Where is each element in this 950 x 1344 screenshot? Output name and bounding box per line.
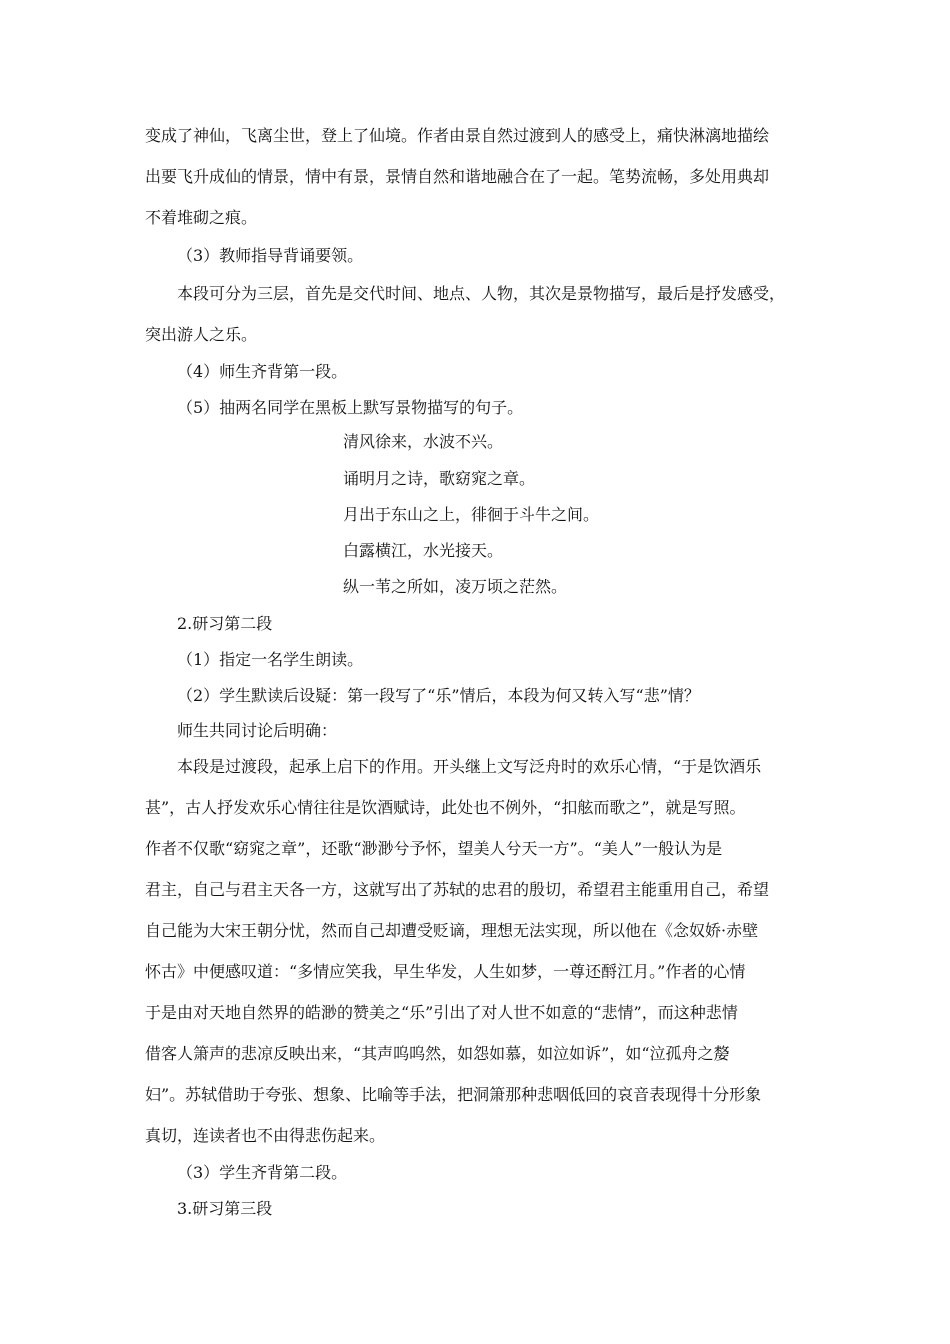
paragraph-line: 突出游人之乐。 bbox=[145, 325, 258, 344]
paragraph-line: 作者不仅歌“窈窕之章”，还歌“渺渺兮予怀，望美人兮天一方”。“美人”一般认为是 bbox=[145, 839, 723, 858]
quote-line: 清风徐来，水波不兴。 bbox=[343, 432, 504, 451]
paragraph-line: 本段是过渡段，起承上启下的作用。开头继上文写泛舟时的欢乐心情，“于是饮酒乐 bbox=[177, 757, 762, 776]
paragraph-line: 怀古》中便感叹道：“多情应笑我，早生华发，人生如梦，一尊还酹江月。”作者的心情 bbox=[145, 962, 746, 981]
list-item: （5）抽两名同学在黑板上默写景物描写的句子。 bbox=[177, 398, 524, 417]
paragraph-line: 本段可分为三层，首先是交代时间、地点、人物，其次是景物描写，最后是抒发感受， bbox=[177, 284, 786, 303]
paragraph-line: 自己能为大宋王朝分忧，然而自己却遭受贬谪，理想无法实现，所以他在《念奴娇·赤壁 bbox=[145, 921, 759, 940]
quote-line: 诵明月之诗，歌窈窕之章。 bbox=[343, 469, 536, 488]
paragraph-line: 出要飞升成仙的情景，情中有景，景情自然和谐地融合在了一起。笔势流畅，多处用典却 bbox=[145, 167, 770, 186]
list-item: （3）学生齐背第二段。 bbox=[177, 1163, 348, 1182]
paragraph-line: 妇”。苏轼借助于夸张、想象、比喻等手法，把洞箫那种悲咽低回的哀音表现得十分形象 bbox=[145, 1085, 762, 1104]
paragraph-line: 真切，连读者也不由得悲伤起来。 bbox=[145, 1126, 386, 1145]
list-item: （2）学生默读后设疑：第一段写了“乐”情后，本段为何又转入写“悲”情？ bbox=[177, 686, 700, 705]
paragraph-line: 借客人箫声的悲凉反映出来，“其声呜呜然，如怨如慕，如泣如诉”，如“泣孤舟之嫠 bbox=[145, 1044, 730, 1063]
paragraph-line: 师生共同讨论后明确： bbox=[177, 721, 338, 740]
paragraph-line: 变成了神仙，飞离尘世，登上了仙境。作者由景自然过渡到人的感受上，痛快淋漓地描绘 bbox=[145, 126, 770, 145]
quote-line: 月出于东山之上，徘徊于斗牛之间。 bbox=[343, 505, 600, 524]
list-item: （3）教师指导背诵要领。 bbox=[177, 246, 364, 265]
list-item: （4）师生齐背第一段。 bbox=[177, 362, 348, 381]
quote-line: 白露横江，水光接天。 bbox=[343, 541, 504, 560]
section-heading: 3.研习第三段 bbox=[177, 1199, 273, 1218]
section-heading: 2.研习第二段 bbox=[177, 614, 273, 633]
paragraph-line: 甚”，古人抒发欢乐心情往往是饮酒赋诗，此处也不例外，“扣舷而歌之”，就是写照。 bbox=[145, 798, 746, 817]
paragraph-line: 不着堆砌之痕。 bbox=[145, 208, 258, 227]
quote-line: 纵一苇之所如，凌万顷之茫然。 bbox=[343, 577, 568, 596]
list-item: （1）指定一名学生朗读。 bbox=[177, 650, 364, 669]
paragraph-line: 于是由对天地自然界的皓渺的赞美之“乐”引出了对人世不如意的“悲情”，而这种悲情 bbox=[145, 1003, 738, 1022]
paragraph-line: 君主，自己与君主天各一方，这就写出了苏轼的忠君的殷切，希望君主能重用自己，希望 bbox=[145, 880, 770, 899]
